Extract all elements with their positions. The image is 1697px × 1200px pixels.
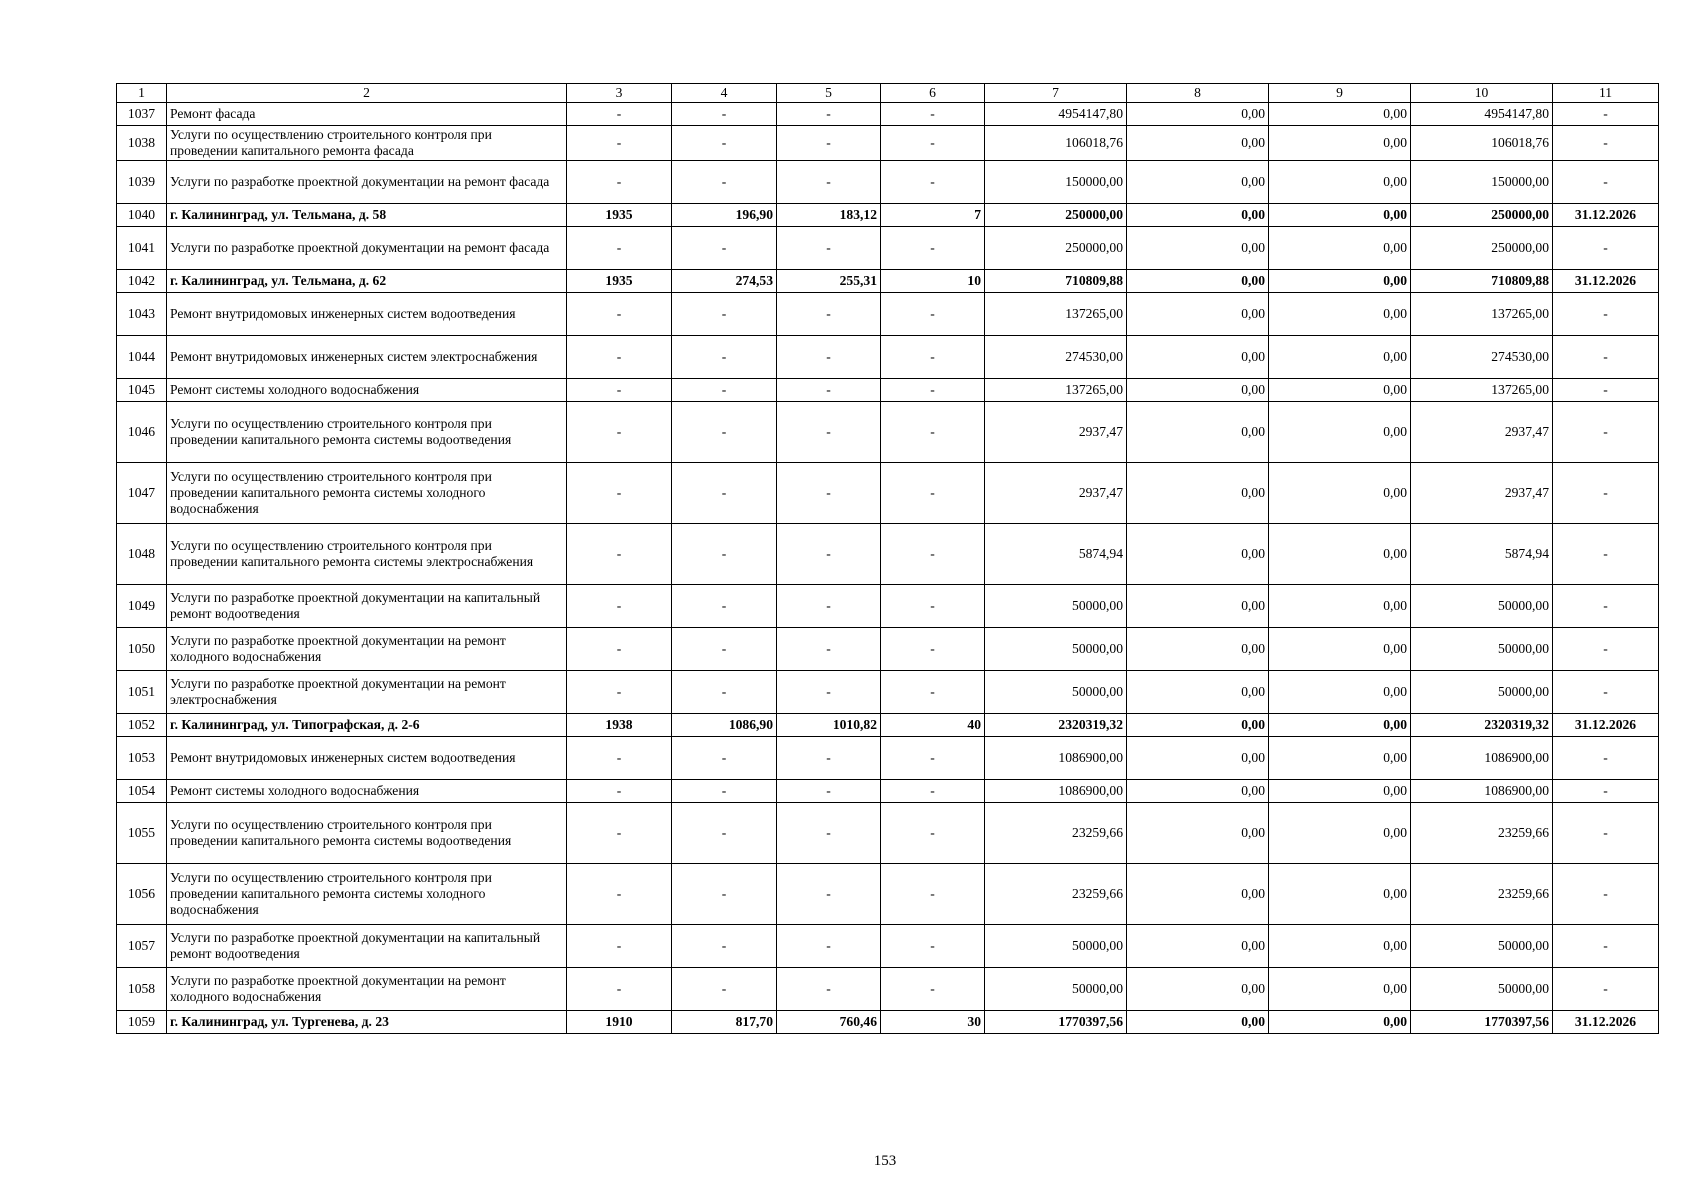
cell-col-1: 1056 bbox=[117, 864, 167, 925]
cell-col-3: - bbox=[567, 628, 672, 671]
cell-col-11: - bbox=[1553, 780, 1659, 803]
cell-col-1: 1044 bbox=[117, 336, 167, 379]
table-row bbox=[117, 126, 1659, 161]
cell-col-4: - bbox=[672, 161, 777, 204]
cell-col-10: 250000,00 bbox=[1411, 204, 1553, 227]
cell-col-4: - bbox=[672, 671, 777, 714]
cell-col-1: 1049 bbox=[117, 585, 167, 628]
cell-col-4: - bbox=[672, 524, 777, 585]
cell-col-10: 1770397,56 bbox=[1411, 1011, 1553, 1034]
cell-col-11: - bbox=[1553, 803, 1659, 864]
cell-col-3: - bbox=[567, 227, 672, 270]
cell-col-2: Услуги по осуществлению строительного контроля при проведении капитального ремонта системы водоотведения bbox=[167, 803, 567, 864]
address-row bbox=[117, 714, 1659, 737]
cell-col-9: 0,00 bbox=[1269, 671, 1411, 714]
cell-col-2: Услуги по осуществлению строительного контроля при проведении капитального ремонта фасада bbox=[167, 126, 567, 161]
header-cell-3: 3 bbox=[567, 84, 672, 103]
cell-col-8: 0,00 bbox=[1127, 227, 1269, 270]
cell-col-8: 0,00 bbox=[1127, 524, 1269, 585]
table-row bbox=[117, 463, 1659, 524]
cell-col-1: 1045 bbox=[117, 379, 167, 402]
cell-col-4: - bbox=[672, 864, 777, 925]
table-row bbox=[117, 864, 1659, 925]
cell-col-9: 0,00 bbox=[1269, 864, 1411, 925]
cell-col-4: - bbox=[672, 402, 777, 463]
cell-col-11: - bbox=[1553, 103, 1659, 126]
cell-col-9: 0,00 bbox=[1269, 336, 1411, 379]
cell-col-2: г. Калининград, ул. Тельмана, д. 58 bbox=[167, 204, 567, 227]
cell-col-2: Услуги по разработке проектной документации на капитальный ремонт водоотведения bbox=[167, 925, 567, 968]
cell-col-5: - bbox=[777, 336, 881, 379]
cell-col-8: 0,00 bbox=[1127, 336, 1269, 379]
cell-col-2: г. Калининград, ул. Типографская, д. 2-6 bbox=[167, 714, 567, 737]
header-cell-7: 7 bbox=[985, 84, 1127, 103]
cell-col-7: 50000,00 bbox=[985, 585, 1127, 628]
cell-col-10: 137265,00 bbox=[1411, 379, 1553, 402]
cell-col-7: 1086900,00 bbox=[985, 780, 1127, 803]
table-row bbox=[117, 227, 1659, 270]
cell-col-11: - bbox=[1553, 524, 1659, 585]
cell-col-2: Услуги по осуществлению строительного контроля при проведении капитального ремонта системы холодного водоснабжения bbox=[167, 864, 567, 925]
cell-col-4: - bbox=[672, 803, 777, 864]
cell-col-7: 50000,00 bbox=[985, 925, 1127, 968]
cell-col-8: 0,00 bbox=[1127, 968, 1269, 1011]
cell-col-2: Услуги по осуществлению строительного контроля при проведении капитального ремонта системы водоотведения bbox=[167, 402, 567, 463]
cell-col-3: 1910 bbox=[567, 1011, 672, 1034]
cell-col-3: - bbox=[567, 737, 672, 780]
cell-col-7: 2937,47 bbox=[985, 402, 1127, 463]
cell-col-1: 1046 bbox=[117, 402, 167, 463]
cell-col-6: 10 bbox=[881, 270, 985, 293]
cell-col-9: 0,00 bbox=[1269, 585, 1411, 628]
cell-col-5: 255,31 bbox=[777, 270, 881, 293]
header-cell-8: 8 bbox=[1127, 84, 1269, 103]
table-row bbox=[117, 336, 1659, 379]
cell-col-10: 106018,76 bbox=[1411, 126, 1553, 161]
cell-col-1: 1051 bbox=[117, 671, 167, 714]
cell-col-11: - bbox=[1553, 227, 1659, 270]
cell-col-10: 1086900,00 bbox=[1411, 780, 1553, 803]
cell-col-6: - bbox=[881, 161, 985, 204]
cell-col-8: 0,00 bbox=[1127, 628, 1269, 671]
cell-col-3: - bbox=[567, 463, 672, 524]
cell-col-11: - bbox=[1553, 968, 1659, 1011]
cell-col-10: 2937,47 bbox=[1411, 463, 1553, 524]
cell-col-5: - bbox=[777, 968, 881, 1011]
cell-col-9: 0,00 bbox=[1269, 463, 1411, 524]
cell-col-11: - bbox=[1553, 671, 1659, 714]
cell-col-3: - bbox=[567, 293, 672, 336]
cell-col-3: - bbox=[567, 402, 672, 463]
cell-col-8: 0,00 bbox=[1127, 585, 1269, 628]
cell-col-3: - bbox=[567, 585, 672, 628]
cell-col-10: 50000,00 bbox=[1411, 628, 1553, 671]
cell-col-2: Услуги по осуществлению строительного контроля при проведении капитального ремонта системы электроснабжения bbox=[167, 524, 567, 585]
cell-col-7: 50000,00 bbox=[985, 968, 1127, 1011]
cell-col-11: - bbox=[1553, 126, 1659, 161]
cell-col-8: 0,00 bbox=[1127, 161, 1269, 204]
cell-col-10: 2937,47 bbox=[1411, 402, 1553, 463]
cell-col-6: - bbox=[881, 864, 985, 925]
cell-col-10: 137265,00 bbox=[1411, 293, 1553, 336]
cell-col-10: 250000,00 bbox=[1411, 227, 1553, 270]
cell-col-11: - bbox=[1553, 585, 1659, 628]
cell-col-9: 0,00 bbox=[1269, 293, 1411, 336]
cell-col-2: Ремонт системы холодного водоснабжения bbox=[167, 379, 567, 402]
cell-col-9: 0,00 bbox=[1269, 803, 1411, 864]
cell-col-8: 0,00 bbox=[1127, 803, 1269, 864]
cell-col-6: - bbox=[881, 925, 985, 968]
cell-col-4: - bbox=[672, 968, 777, 1011]
cell-col-4: - bbox=[672, 585, 777, 628]
cell-col-3: 1935 bbox=[567, 270, 672, 293]
cell-col-6: - bbox=[881, 585, 985, 628]
cell-col-2: Услуги по осуществлению строительного контроля при проведении капитального ремонта системы холодного водоснабжения bbox=[167, 463, 567, 524]
table-row bbox=[117, 103, 1659, 126]
cell-col-10: 710809,88 bbox=[1411, 270, 1553, 293]
cell-col-7: 106018,76 bbox=[985, 126, 1127, 161]
cell-col-3: - bbox=[567, 379, 672, 402]
cell-col-6: 40 bbox=[881, 714, 985, 737]
cell-col-5: - bbox=[777, 161, 881, 204]
address-row bbox=[117, 270, 1659, 293]
cell-col-6: - bbox=[881, 737, 985, 780]
cell-col-10: 4954147,80 bbox=[1411, 103, 1553, 126]
cell-col-11: 31.12.2026 bbox=[1553, 204, 1659, 227]
cell-col-4: - bbox=[672, 463, 777, 524]
cell-col-6: - bbox=[881, 968, 985, 1011]
cell-col-10: 50000,00 bbox=[1411, 671, 1553, 714]
table-row bbox=[117, 803, 1659, 864]
cell-col-1: 1052 bbox=[117, 714, 167, 737]
cell-col-8: 0,00 bbox=[1127, 463, 1269, 524]
cell-col-5: - bbox=[777, 737, 881, 780]
cell-col-6: - bbox=[881, 463, 985, 524]
cell-col-4: - bbox=[672, 737, 777, 780]
cell-col-6: - bbox=[881, 671, 985, 714]
cell-col-5: 1010,82 bbox=[777, 714, 881, 737]
cell-col-4: - bbox=[672, 379, 777, 402]
cell-col-3: - bbox=[567, 524, 672, 585]
cell-col-11: 31.12.2026 bbox=[1553, 270, 1659, 293]
cell-col-9: 0,00 bbox=[1269, 628, 1411, 671]
table-row bbox=[117, 585, 1659, 628]
cell-col-6: - bbox=[881, 227, 985, 270]
cell-col-7: 250000,00 bbox=[985, 227, 1127, 270]
cell-col-7: 274530,00 bbox=[985, 336, 1127, 379]
cell-col-6: - bbox=[881, 103, 985, 126]
cell-col-4: 1086,90 bbox=[672, 714, 777, 737]
address-row bbox=[117, 1011, 1659, 1034]
cell-col-9: 0,00 bbox=[1269, 227, 1411, 270]
cell-col-3: - bbox=[567, 336, 672, 379]
cell-col-5: 183,12 bbox=[777, 204, 881, 227]
cell-col-4: - bbox=[672, 227, 777, 270]
cell-col-6: - bbox=[881, 780, 985, 803]
cell-col-7: 50000,00 bbox=[985, 671, 1127, 714]
cell-col-5: - bbox=[777, 671, 881, 714]
cell-col-11: - bbox=[1553, 737, 1659, 780]
cell-col-5: - bbox=[777, 402, 881, 463]
cell-col-1: 1041 bbox=[117, 227, 167, 270]
cell-col-5: - bbox=[777, 126, 881, 161]
cell-col-3: - bbox=[567, 161, 672, 204]
cell-col-5: - bbox=[777, 628, 881, 671]
cell-col-9: 0,00 bbox=[1269, 379, 1411, 402]
cell-col-1: 1039 bbox=[117, 161, 167, 204]
cell-col-9: 0,00 bbox=[1269, 402, 1411, 463]
cell-col-9: 0,00 bbox=[1269, 161, 1411, 204]
cell-col-2: Ремонт внутридомовых инженерных систем водоотведения bbox=[167, 293, 567, 336]
cell-col-6: - bbox=[881, 524, 985, 585]
header-cell-9: 9 bbox=[1269, 84, 1411, 103]
cell-col-1: 1054 bbox=[117, 780, 167, 803]
cell-col-5: - bbox=[777, 463, 881, 524]
cell-col-8: 0,00 bbox=[1127, 293, 1269, 336]
page-number: 153 bbox=[873, 1153, 897, 1169]
cell-col-10: 274530,00 bbox=[1411, 336, 1553, 379]
cell-col-11: - bbox=[1553, 864, 1659, 925]
cell-col-11: - bbox=[1553, 336, 1659, 379]
cell-col-9: 0,00 bbox=[1269, 1011, 1411, 1034]
cell-col-3: - bbox=[567, 671, 672, 714]
cell-col-10: 2320319,32 bbox=[1411, 714, 1553, 737]
cell-col-1: 1050 bbox=[117, 628, 167, 671]
cell-col-3: - bbox=[567, 968, 672, 1011]
cell-col-11: 31.12.2026 bbox=[1553, 714, 1659, 737]
cell-col-2: Услуги по разработке проектной документации на ремонт фасада bbox=[167, 161, 567, 204]
cell-col-6: - bbox=[881, 336, 985, 379]
cell-col-4: - bbox=[672, 336, 777, 379]
table-row bbox=[117, 737, 1659, 780]
cell-col-6: - bbox=[881, 402, 985, 463]
cell-col-8: 0,00 bbox=[1127, 737, 1269, 780]
cell-col-5: - bbox=[777, 925, 881, 968]
cell-col-2: Услуги по разработке проектной документации на ремонт холодного водоснабжения bbox=[167, 968, 567, 1011]
table-row bbox=[117, 628, 1659, 671]
cell-col-11: - bbox=[1553, 379, 1659, 402]
cell-col-3: - bbox=[567, 103, 672, 126]
cell-col-2: Услуги по разработке проектной документации на капитальный ремонт водоотведения bbox=[167, 585, 567, 628]
cell-col-10: 150000,00 bbox=[1411, 161, 1553, 204]
cell-col-3: 1938 bbox=[567, 714, 672, 737]
header-cell-11: 11 bbox=[1553, 84, 1659, 103]
table-row bbox=[117, 925, 1659, 968]
cell-col-4: - bbox=[672, 103, 777, 126]
cell-col-7: 23259,66 bbox=[985, 803, 1127, 864]
table-row bbox=[117, 671, 1659, 714]
cell-col-9: 0,00 bbox=[1269, 780, 1411, 803]
cell-col-5: 760,46 bbox=[777, 1011, 881, 1034]
cell-col-5: - bbox=[777, 803, 881, 864]
cell-col-1: 1038 bbox=[117, 126, 167, 161]
cell-col-7: 2320319,32 bbox=[985, 714, 1127, 737]
cell-col-11: - bbox=[1553, 293, 1659, 336]
header-cell-1: 1 bbox=[117, 84, 167, 103]
cell-col-1: 1058 bbox=[117, 968, 167, 1011]
table-row bbox=[117, 293, 1659, 336]
cell-col-7: 250000,00 bbox=[985, 204, 1127, 227]
cell-col-1: 1042 bbox=[117, 270, 167, 293]
table-body bbox=[117, 84, 1659, 1034]
cell-col-3: - bbox=[567, 864, 672, 925]
cell-col-1: 1053 bbox=[117, 737, 167, 780]
cell-col-4: - bbox=[672, 628, 777, 671]
cell-col-3: - bbox=[567, 780, 672, 803]
cell-col-8: 0,00 bbox=[1127, 714, 1269, 737]
cell-col-10: 1086900,00 bbox=[1411, 737, 1553, 780]
cell-col-4: 817,70 bbox=[672, 1011, 777, 1034]
cell-col-2: Ремонт внутридомовых инженерных систем электроснабжения bbox=[167, 336, 567, 379]
cell-col-7: 4954147,80 bbox=[985, 103, 1127, 126]
cell-col-8: 0,00 bbox=[1127, 925, 1269, 968]
cell-col-10: 50000,00 bbox=[1411, 585, 1553, 628]
document-sheet bbox=[116, 83, 1658, 1034]
cell-col-7: 23259,66 bbox=[985, 864, 1127, 925]
cell-col-6: - bbox=[881, 293, 985, 336]
cell-col-11: 31.12.2026 bbox=[1553, 1011, 1659, 1034]
cell-col-8: 0,00 bbox=[1127, 864, 1269, 925]
capital-repair-table bbox=[116, 83, 1659, 1034]
cell-col-1: 1043 bbox=[117, 293, 167, 336]
cell-col-6: - bbox=[881, 628, 985, 671]
cell-col-9: 0,00 bbox=[1269, 204, 1411, 227]
cell-col-3: 1935 bbox=[567, 204, 672, 227]
cell-col-6: 30 bbox=[881, 1011, 985, 1034]
cell-col-11: - bbox=[1553, 925, 1659, 968]
header-cell-6: 6 bbox=[881, 84, 985, 103]
cell-col-7: 137265,00 bbox=[985, 379, 1127, 402]
cell-col-2: Услуги по разработке проектной документации на ремонт электроснабжения bbox=[167, 671, 567, 714]
cell-col-6: - bbox=[881, 803, 985, 864]
cell-col-7: 2937,47 bbox=[985, 463, 1127, 524]
cell-col-2: Услуги по разработке проектной документации на ремонт холодного водоснабжения bbox=[167, 628, 567, 671]
cell-col-7: 1770397,56 bbox=[985, 1011, 1127, 1034]
cell-col-2: г. Калининград, ул. Тельмана, д. 62 bbox=[167, 270, 567, 293]
cell-col-8: 0,00 bbox=[1127, 379, 1269, 402]
cell-col-1: 1037 bbox=[117, 103, 167, 126]
cell-col-4: - bbox=[672, 293, 777, 336]
table-row bbox=[117, 379, 1659, 402]
cell-col-1: 1047 bbox=[117, 463, 167, 524]
cell-col-1: 1040 bbox=[117, 204, 167, 227]
cell-col-11: - bbox=[1553, 402, 1659, 463]
cell-col-10: 23259,66 bbox=[1411, 864, 1553, 925]
cell-col-1: 1059 bbox=[117, 1011, 167, 1034]
cell-col-1: 1055 bbox=[117, 803, 167, 864]
cell-col-7: 50000,00 bbox=[985, 628, 1127, 671]
header-row bbox=[117, 84, 1659, 103]
cell-col-3: - bbox=[567, 803, 672, 864]
table-row bbox=[117, 968, 1659, 1011]
cell-col-5: - bbox=[777, 103, 881, 126]
cell-col-5: - bbox=[777, 227, 881, 270]
cell-col-8: 0,00 bbox=[1127, 270, 1269, 293]
cell-col-5: - bbox=[777, 379, 881, 402]
cell-col-10: 50000,00 bbox=[1411, 968, 1553, 1011]
table-row bbox=[117, 402, 1659, 463]
cell-col-9: 0,00 bbox=[1269, 524, 1411, 585]
cell-col-5: - bbox=[777, 864, 881, 925]
cell-col-4: - bbox=[672, 925, 777, 968]
cell-col-6: 7 bbox=[881, 204, 985, 227]
cell-col-10: 23259,66 bbox=[1411, 803, 1553, 864]
cell-col-11: - bbox=[1553, 628, 1659, 671]
cell-col-8: 0,00 bbox=[1127, 204, 1269, 227]
cell-col-8: 0,00 bbox=[1127, 1011, 1269, 1034]
header-cell-4: 4 bbox=[672, 84, 777, 103]
cell-col-4: 274,53 bbox=[672, 270, 777, 293]
cell-col-8: 0,00 bbox=[1127, 402, 1269, 463]
cell-col-8: 0,00 bbox=[1127, 780, 1269, 803]
address-row bbox=[117, 204, 1659, 227]
cell-col-5: - bbox=[777, 585, 881, 628]
header-cell-2: 2 bbox=[167, 84, 567, 103]
cell-col-2: г. Калининград, ул. Тургенева, д. 23 bbox=[167, 1011, 567, 1034]
table-row bbox=[117, 524, 1659, 585]
cell-col-9: 0,00 bbox=[1269, 714, 1411, 737]
cell-col-6: - bbox=[881, 126, 985, 161]
cell-col-7: 137265,00 bbox=[985, 293, 1127, 336]
cell-col-10: 50000,00 bbox=[1411, 925, 1553, 968]
table-row bbox=[117, 780, 1659, 803]
cell-col-5: - bbox=[777, 524, 881, 585]
cell-col-8: 0,00 bbox=[1127, 671, 1269, 714]
cell-col-7: 1086900,00 bbox=[985, 737, 1127, 780]
cell-col-9: 0,00 bbox=[1269, 968, 1411, 1011]
cell-col-5: - bbox=[777, 293, 881, 336]
header-cell-5: 5 bbox=[777, 84, 881, 103]
cell-col-3: - bbox=[567, 925, 672, 968]
cell-col-1: 1057 bbox=[117, 925, 167, 968]
cell-col-5: - bbox=[777, 780, 881, 803]
cell-col-11: - bbox=[1553, 463, 1659, 524]
cell-col-10: 5874,94 bbox=[1411, 524, 1553, 585]
cell-col-4: 196,90 bbox=[672, 204, 777, 227]
cell-col-9: 0,00 bbox=[1269, 270, 1411, 293]
cell-col-2: Ремонт внутридомовых инженерных систем водоотведения bbox=[167, 737, 567, 780]
cell-col-1: 1048 bbox=[117, 524, 167, 585]
cell-col-6: - bbox=[881, 379, 985, 402]
table-row bbox=[117, 161, 1659, 204]
header-cell-10: 10 bbox=[1411, 84, 1553, 103]
cell-col-9: 0,00 bbox=[1269, 925, 1411, 968]
cell-col-11: - bbox=[1553, 161, 1659, 204]
cell-col-8: 0,00 bbox=[1127, 126, 1269, 161]
cell-col-2: Услуги по разработке проектной документации на ремонт фасада bbox=[167, 227, 567, 270]
cell-col-9: 0,00 bbox=[1269, 737, 1411, 780]
cell-col-3: - bbox=[567, 126, 672, 161]
cell-col-7: 150000,00 bbox=[985, 161, 1127, 204]
cell-col-7: 710809,88 bbox=[985, 270, 1127, 293]
cell-col-2: Ремонт системы холодного водоснабжения bbox=[167, 780, 567, 803]
cell-col-4: - bbox=[672, 126, 777, 161]
cell-col-2: Ремонт фасада bbox=[167, 103, 567, 126]
cell-col-8: 0,00 bbox=[1127, 103, 1269, 126]
cell-col-4: - bbox=[672, 780, 777, 803]
cell-col-9: 0,00 bbox=[1269, 126, 1411, 161]
cell-col-9: 0,00 bbox=[1269, 103, 1411, 126]
cell-col-7: 5874,94 bbox=[985, 524, 1127, 585]
